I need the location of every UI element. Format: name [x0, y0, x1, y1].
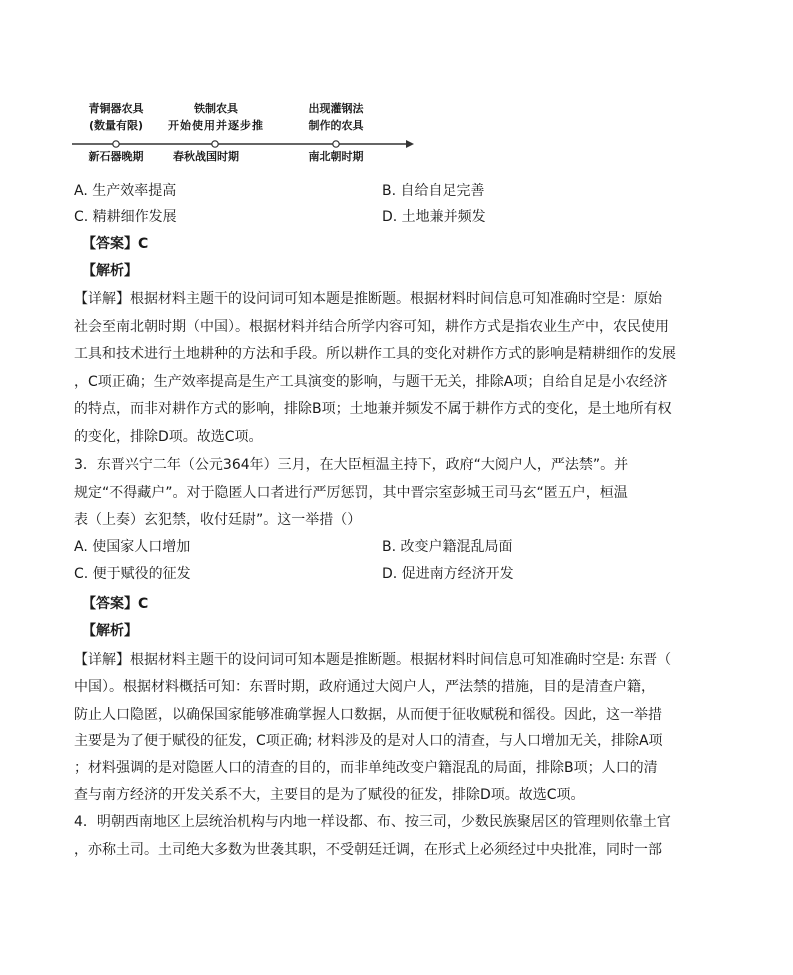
q3-option-a: A. 使国家人口增加 — [74, 539, 191, 555]
q3-detail-line: 中国）。根据材料概括可知：东晋时期，政府通过大阅户人，严法禁的措施，目的是清查户籍， — [74, 679, 655, 695]
q2-detail-line: 【详解】根据材料主题干的设问词可知本题是推断题。根据材料时间信息可知准确时空是：原始 — [74, 291, 662, 307]
timeline-label-2 — [160, 100, 272, 134]
q3-answer: 【答案】C — [82, 596, 149, 612]
q2-option-a: A. 生产效率提高 — [74, 183, 177, 199]
q3-detail-line: 查与南方经济的开发关系不大，主要目的是为了赋役的征发，排除D项。故选C项。 — [74, 787, 585, 803]
q2-detail-line: 的变化，排除D项。故选C项。 — [74, 429, 263, 445]
q4-stem-line: 4．明朝西南地区上层统治机构与内地一样设都、布、按三司，少数民族聚居区的管理则依靠土官 — [74, 814, 671, 830]
q3-detail-line: 【详解】根据材料主题干的设问词可知本题是推断题。根据材料时间信息可知准确时空是: 东晋（ — [74, 652, 672, 668]
q3-option-c: C. 便于赋役的征发 — [74, 566, 191, 582]
q3-analysis-heading: 【解析】 — [82, 623, 138, 639]
timeline-node-1 — [113, 141, 119, 147]
q3-stem-line: 表（上奏）玄犯禁，收付廷尉”。这一举措（） — [74, 512, 362, 528]
timeline-label-3 — [296, 100, 376, 134]
timeline-top-text: 铁制农具 — [194, 102, 238, 115]
q3-option-d: D. 促进南方经济开发 — [382, 566, 514, 582]
timeline-node-2 — [212, 141, 218, 147]
q2-analysis-heading: 【解析】 — [82, 263, 138, 279]
q3-detail-line: 防止人口隐匿，以确保国家能够准确掌握人口数据，从而便于征收赋税和徭役。因此，这一举措 — [74, 707, 662, 723]
q3-stem-line: 规定“不得藏户”。对于隐匿人口者进行严厉惩罚，其中晋宗室彭城王司马玄“匿五户，桓温 — [74, 485, 628, 501]
q2-option-d: D. 土地兼并频发 — [382, 209, 486, 225]
timeline-period-1: 新石器晚期 — [88, 150, 144, 163]
q3-option-b: B. 改变户籍混乱局面 — [382, 539, 513, 555]
q2-detail-line: ，C项正确；生产效率提高是生产工具演变的影响，与题干无关，排除A项；自给自足是小农经济 — [74, 374, 668, 390]
timeline-period-2: 春秋战国时期 — [173, 150, 239, 163]
timeline-top-text: 出现灌钢法 — [308, 102, 364, 115]
timeline-top-text: (数量有限) — [88, 119, 144, 132]
q3-detail-line: ；材料强调的是对隐匿人口的清查的目的，而非单纯改变户籍混乱的局面，排除B项；人口的清 — [74, 760, 658, 776]
timeline-top-text: 开始使用并逐步推 — [168, 119, 264, 132]
timeline-period-3: 南北朝时期 — [308, 150, 364, 163]
q2-detail-line: 工具和技术进行土地耕种的方法和手段。所以耕作工具的变化对耕作方式的影响是精耕细作的发展 — [74, 346, 676, 362]
q2-option-b: B. 自给自足完善 — [382, 183, 485, 199]
q2-option-c: C. 精耕细作发展 — [74, 209, 177, 225]
q2-detail-line: 社会至南北朝时期（中国）。根据材料并结合所学内容可知，耕作方式是指农业生产中，农民使用 — [74, 319, 669, 335]
q4-stem-line: ，亦称土司。土司绝大多数为世袭其职，不受朝廷迁调，在形式上必须经过中央批准，同时一部 — [74, 842, 662, 858]
timeline-top-text: 制作的农具 — [308, 119, 364, 132]
q2-detail-line: 的特点，而非对耕作方式的影响，排除B项；土地兼并频发不属于耕作方式的变化，是土地所有权 — [74, 401, 672, 417]
q3-detail-line: 主要是为了便于赋役的征发，C项正确; 材料涉及的是对人口的清查，与人口增加无关，排除A项 — [74, 733, 663, 749]
timeline-label-1 — [76, 100, 156, 134]
timeline-node-3 — [333, 141, 339, 147]
q3-stem-line: 3．东晋兴宁二年（公元364年）三月，在大臣桓温主持下，政府“大阅户人，严法禁”。并 — [74, 457, 629, 473]
timeline-top-text: 青铜器农具 — [88, 102, 144, 115]
q2-answer: 【答案】C — [82, 236, 149, 252]
